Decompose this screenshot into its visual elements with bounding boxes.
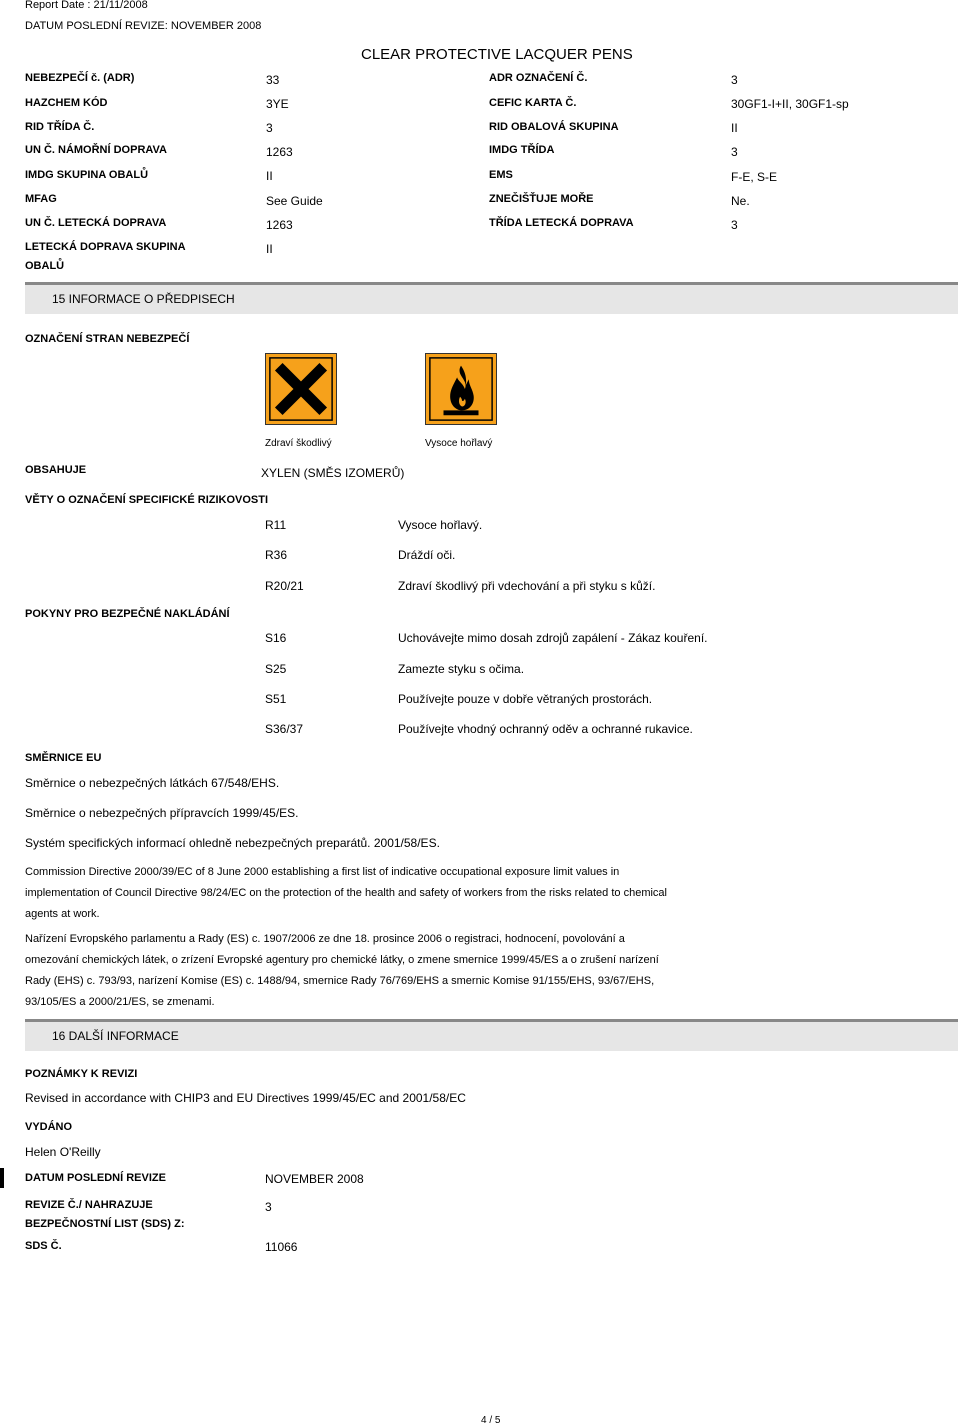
transport-label: ZNEČIŠŤUJE MOŘE bbox=[489, 193, 594, 205]
transport-value: Ne. bbox=[731, 194, 750, 208]
transport-value: II bbox=[731, 121, 738, 135]
revision-notes-heading: POZNÁMKY K REVIZI bbox=[25, 1068, 138, 1080]
transport-value: 3 bbox=[731, 145, 738, 159]
eu-line: Směrnice o nebezpečných látkách 67/548/EHS. bbox=[25, 776, 280, 790]
risk-code: R11 bbox=[265, 518, 287, 532]
risk-text: Zdraví škodlivý při vdechování a při styku s kůží. bbox=[398, 579, 656, 593]
transport-label: IMDG TŘÍDA bbox=[489, 144, 555, 156]
safety-code: S36/37 bbox=[265, 722, 304, 736]
risk-heading: VĚTY O OZNAČENÍ SPECIFICKÉ RIZIKOVOSTI bbox=[25, 494, 269, 506]
eu-heading: SMĚRNICE EU bbox=[25, 752, 102, 764]
transport-value: 3 bbox=[731, 73, 738, 87]
eu-paragraph: Commission Directive 2000/39/EC of 8 June 2000 establishing a first list of indicative occupational exposure limit values in implementation of Council Directive 98/24/EC on the protection of the health and safety of workers from the risks related to chemical agents at work. bbox=[25, 866, 667, 920]
safety-text: Používejte pouze v dobře větraných prostorách. bbox=[398, 692, 653, 706]
safety-text: Uchovávejte mimo dosah zdrojů zapálení - Zákaz kouření. bbox=[398, 631, 708, 645]
safety-code: S51 bbox=[265, 692, 287, 706]
flame-icon bbox=[425, 353, 497, 425]
transport-value: II bbox=[266, 169, 273, 183]
change-bar bbox=[0, 1168, 4, 1188]
contains-value: XYLEN (SMĚS IZOMERŮ) bbox=[261, 466, 405, 480]
transport-value: 3 bbox=[731, 218, 738, 232]
harmful-cross-icon bbox=[265, 353, 337, 425]
last-revision-label: DATUM POSLEDNÍ REVIZE bbox=[25, 1172, 166, 1184]
transport-label: NEBEZPEČÍ č. (ADR) bbox=[25, 72, 135, 84]
safety-heading: POKYNY PRO BEZPEČNÉ NAKLÁDÁNÍ bbox=[25, 608, 230, 620]
transport-value: 3YE bbox=[266, 97, 289, 111]
transport-value: 3 bbox=[266, 121, 273, 135]
safety-code: S16 bbox=[265, 631, 287, 645]
transport-label-cont: OBALŮ bbox=[25, 260, 65, 272]
risk-code: R20/21 bbox=[265, 579, 304, 593]
contains-label: OBSAHUJE bbox=[25, 464, 87, 476]
revision-no-label-cont: BEZPEČNOSTNÍ LIST (SDS) Z: bbox=[25, 1218, 185, 1230]
pictogram-caption: Vysoce hořlavý bbox=[425, 438, 493, 449]
transport-value: 30GF1-I+II, 30GF1-sp bbox=[731, 97, 849, 111]
revision-no-label: REVIZE Č./ NAHRAZUJE bbox=[25, 1199, 153, 1211]
section-15-title: 15 INFORMACE O PŘEDPISECH bbox=[52, 292, 235, 306]
transport-label: IMDG SKUPINA OBALŮ bbox=[25, 169, 149, 181]
safety-text: Zamezte styku s očima. bbox=[398, 662, 525, 676]
transport-label: MFAG bbox=[25, 193, 57, 205]
issued-by: Helen O'Reilly bbox=[25, 1145, 101, 1159]
transport-label: UN Č. NÁMOŘNÍ DOPRAVA bbox=[25, 144, 167, 156]
eu-line: Systém specifických informací ohledně nebezpečných preparátů. 2001/58/ES. bbox=[25, 836, 440, 850]
risk-text: Vysoce hořlavý. bbox=[398, 518, 483, 532]
transport-value: See Guide bbox=[266, 194, 323, 208]
transport-label: HAZCHEM KÓD bbox=[25, 97, 108, 109]
sds-no-label: SDS Č. bbox=[25, 1240, 62, 1252]
transport-value: 1263 bbox=[266, 145, 293, 159]
revision-notes-text: Revised in accordance with CHIP3 and EU Directives 1999/45/EC and 2001/58/EC bbox=[25, 1091, 466, 1105]
risk-code: R36 bbox=[265, 548, 288, 562]
report-date: Report Date : 21/11/2008 bbox=[25, 0, 148, 11]
product-title: CLEAR PROTECTIVE LACQUER PENS bbox=[361, 46, 633, 63]
transport-value: 1263 bbox=[266, 218, 293, 232]
eu-paragraph: Nařízení Evropského parlamentu a Rady (ES) c. 1907/2006 ze dne 18. prosince 2006 o registraci, hodnocení, povolování a omezování chemických látek, o zrízení Evropské agentury pro chemické látky, o zmene smernice 1999/45/ES a o zrušení narízení Rady (EHS) c. 793/93, narízení Komise (ES) c. 1488/94, smernice Rady 76/769/EHS a smernic Komise 91/155/EHS, 93/67/EHS, 93/105/ES a 2000/21/ES, se zmenami. bbox=[25, 933, 659, 1008]
eu-line: Směrnice o nebezpečných přípravcích 1999/45/ES. bbox=[25, 806, 299, 820]
pictogram-caption: Zdraví škodlivý bbox=[265, 438, 332, 449]
page-number: 4 / 5 bbox=[481, 1415, 501, 1426]
transport-label: CEFIC KARTA Č. bbox=[489, 97, 577, 109]
last-revision-value: NOVEMBER 2008 bbox=[265, 1172, 364, 1186]
transport-label: UN Č. LETECKÁ DOPRAVA bbox=[25, 217, 167, 229]
hazard-label-heading: OZNAČENÍ STRAN NEBEZPEČÍ bbox=[25, 333, 190, 345]
safety-text: Používejte vhodný ochranný oděv a ochranné rukavice. bbox=[398, 722, 693, 736]
transport-value: II bbox=[266, 242, 273, 256]
issued-by-heading: VYDÁNO bbox=[25, 1121, 73, 1133]
risk-text: Dráždí oči. bbox=[398, 548, 456, 562]
transport-value: F-E, S-E bbox=[731, 170, 778, 184]
transport-label: RID TŘÍDA Č. bbox=[25, 121, 95, 133]
safety-code: S25 bbox=[265, 662, 287, 676]
section-16-title: 16 DALŠÍ INFORMACE bbox=[52, 1029, 179, 1043]
transport-label: TŘÍDA LETECKÁ DOPRAVA bbox=[489, 217, 634, 229]
transport-label: RID OBALOVÁ SKUPINA bbox=[489, 121, 619, 133]
section-15-header bbox=[25, 282, 958, 314]
section-16-header bbox=[25, 1019, 958, 1051]
revision-date: DATUM POSLEDNÍ REVIZE: NOVEMBER 2008 bbox=[25, 20, 262, 32]
revision-no-value: 3 bbox=[265, 1200, 272, 1214]
sds-no-value: 11066 bbox=[265, 1240, 298, 1254]
transport-label: EMS bbox=[489, 169, 513, 181]
transport-label: LETECKÁ DOPRAVA SKUPINA bbox=[25, 241, 186, 253]
transport-label: ADR OZNAČENÍ Č. bbox=[489, 72, 588, 84]
transport-value: 33 bbox=[266, 73, 280, 87]
